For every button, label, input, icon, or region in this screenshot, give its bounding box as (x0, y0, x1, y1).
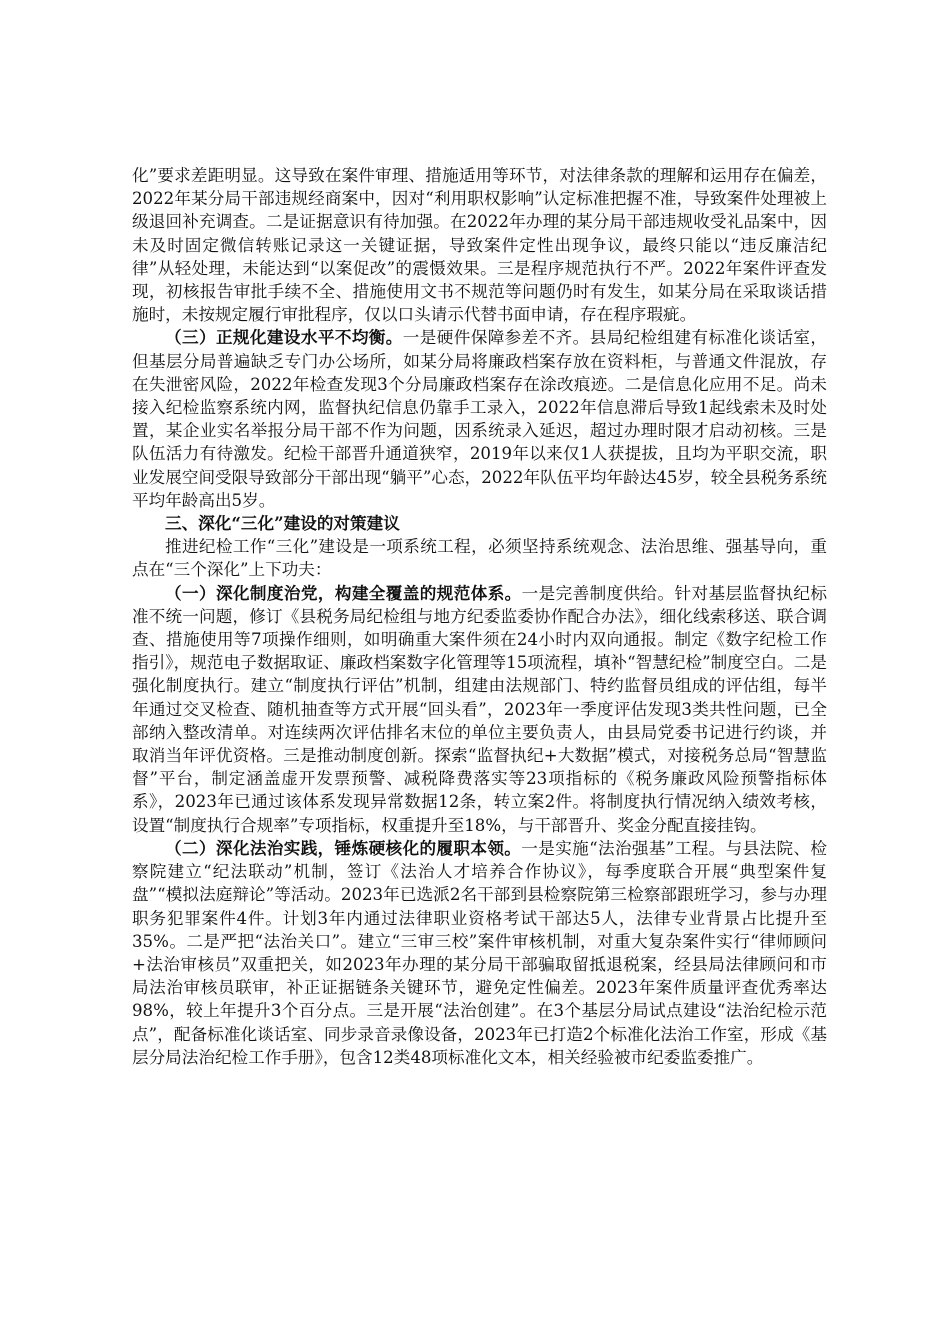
subsection-lead: （一）深化制度治党，构建全覆盖的规范体系。 (165, 582, 522, 603)
section-heading: 三、深化“三化”建设的对策建议 (165, 513, 400, 534)
subsection-lead: （三）正规化建设水平不均衡。 (165, 327, 403, 348)
paragraph-text: 一是完善制度供给。针对基层监督执纪标准不统一问题，修订《县税务局纪检组与地方纪委监委协作配合办法》，细化线索移送、联合调查、措施使用等7项操作细则，如明确重大案件须在24小时内双向通报。制定《数字纪检工作指引》，规范电子数据取证、廉政档案数字化管理等15项流程，填补“智慧纪检”制度空白。二是强化制度执行。建立“制度执行评估”机制，组建由法规部门、特约监督员组成的评估组，每半年通过交叉检查、随机抽查等方式开展“回头看”，2023年一季度评估发现3类共性问题，已全部纳入整改清单。对连续两次评估排名末位的单位主要负责人，由县局党委书记进行约谈，并取消当年评优资格。三是推动制度创新。探索“监督执纪+大数据”模式，对接税务总局“智慧监督”平台，制定涵盖虚开发票预警、减税降费落实等23项指标的《税务廉政风险预警指标体系》，2023年已通过该体系发现异常数据12条，转立案2件。将制度执行情况纳入绩效考核，设置“制度执行合规率”专项指标，权重提升至18%，与干部晋升、奖金分配直接挂钩。 (132, 583, 827, 835)
body-paragraph (132, 582, 827, 837)
body-paragraph (132, 164, 827, 326)
body-paragraph (132, 326, 827, 512)
intro-paragraph: 推进纪检工作“三化”建设是一项系统工程，必须坚持系统观念、法治思维、强基导向，重点在“三个深化”上下功夫： (132, 537, 827, 580)
subsection-lead: （二）深化法治实践，锤炼硬核化的履职本领。 (165, 837, 522, 858)
document-page (132, 164, 827, 1069)
body-paragraph (132, 837, 827, 1069)
paragraph-text: 化”要求差距明显。这导致在案件审理、措施适用等环节，对法律条款的理解和运用存在偏差，2022年某分局干部违规经商案中，因对“利用职权影响”认定标准把握不准，导致案件处理被上级退回补充调查。二是证据意识有待加强。在2022年办理的某分局干部违规收受礼品案中，因未及时固定微信转账记录这一关键证据，导致案件定性出现争议，最终只能以“违反廉洁纪律”从轻处理，未能达到“以案促改”的震慑效果。三是程序规范执行不严。2022年案件评查发现，初核报告审批手续不全、措施使用文书不规范等问题仍时有发生，如某分局在采取谈话措施时，未按规定履行审批程序，仅以口头请示代替书面申请，存在程序瑕疵。 (132, 166, 827, 325)
paragraph-text: 一是实施“法治强基”工程。与县法院、检察院建立“纪法联动”机制，签订《法治人才培养合作协议》，每季度联合开展“典型案件复盘”“模拟法庭辩论”等活动。2023年已选派2名干部到县检察院第三检察部跟班学习，参与办理职务犯罪案件4件。计划3年内通过法律职业资格考试干部达5人，法律专业背景占比提升至35%。二是严把“法治关口”。建立“三审三校”案件审核机制，对重大复杂案件实行“律师顾问+法治审核员”双重把关，如2023年办理的某分局干部骗取留抵退税案，经县局法律顾问和市局法治审核员联审，补正证据链条关键环节，避免定性偏差。2023年案件质量评查优秀率达98%，较上年提升3个百分点。三是开展“法治创建”。在3个基层分局试点建设“法治纪检示范点”，配备标准化谈话室、同步录音录像设备，2023年已打造2个标准化法治工作室，形成《基层分局法治纪检工作手册》，包含12类48项标准化文本，相关经验被市纪委监委推广。 (132, 838, 828, 1067)
paragraph-text: 一是硬件保障参差不齐。县局纪检组建有标准化谈话室，但基层分局普遍缺乏专门办公场所，如某分局将廉政档案存放在资料柜，与普通文件混放，存在失泄密风险，2022年检查发现3个分局廉政档案存在涂改痕迹。二是信息化应用不足。尚未接入纪检监察系统内网，监督执纪信息仍靠手工录入，2022年信息滞后导致1起线索未及时处置，某企业实名举报分局干部不作为问题，因系统录入延迟，超过办理时限才启动初核。三是队伍活力有待激发。纪检干部晋升通道狭窄，2019年以来仅1人获提拔，且均为平职交流，职业发展空间受限导致部分干部出现“躺平”心态，2022年队伍平均年龄达45岁，较全县税务系统平均年龄高出5岁。 (132, 328, 827, 510)
